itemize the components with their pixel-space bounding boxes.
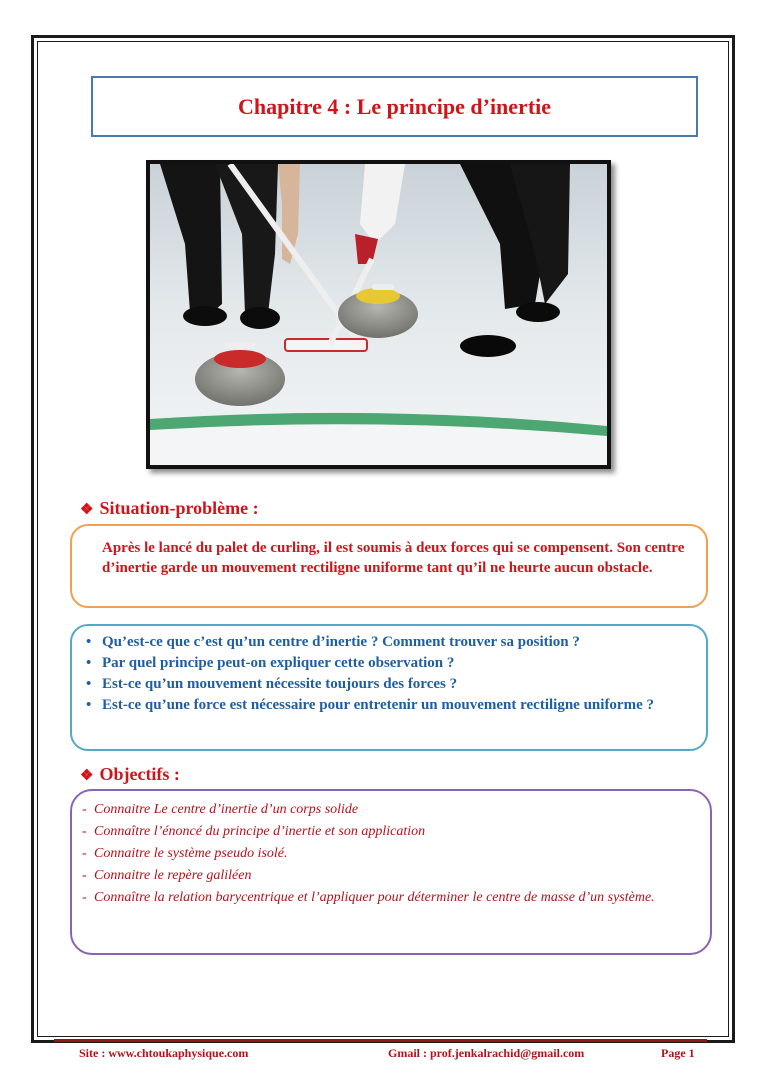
objectifs-list — [82, 799, 694, 909]
objectifs-heading: ❖ Objectifs : — [80, 764, 180, 784]
situation-heading: ❖ Situation-problème : — [80, 498, 259, 518]
footer-site[interactable]: Site : www.chtoukaphysique.com — [79, 1046, 249, 1060]
question-item: • Par quel principe peut-on expliquer cette observation ? — [102, 653, 690, 674]
questions-list — [84, 632, 690, 716]
diamond-bullet-icon: ❖ — [80, 502, 94, 518]
objectifs-box — [70, 789, 712, 955]
question-item: • Est-ce qu’un mouvement nécessite toujours des forces ? — [102, 674, 690, 695]
footer-divider — [54, 1039, 707, 1042]
diamond-bullet-icon: ❖ — [80, 768, 94, 784]
question-item: • Est-ce qu’une force est nécessaire pour entretenir un mouvement rectiligne uniforme ? — [102, 695, 690, 716]
chapter-title: Chapitre 4 : Le principe d’inertie — [237, 93, 552, 119]
footer-page-number: Page 1 — [661, 1046, 695, 1060]
questions-box — [70, 624, 708, 751]
objectif-item: - Connaître la relation barycentrique et l’appliquer pour déterminer le centre de masse d’un système. — [82, 887, 694, 909]
curling-illustration — [150, 164, 607, 465]
question-item: • Qu’est-ce que c’est qu’un centre d’inertie ? Comment trouver sa position ? — [102, 632, 690, 653]
situation-text: Après le lancé du palet de curling, il est soumis à deux forces qui se compensent. Son centre d’inertie garde un mouvement rectiligne uniforme tant qu’il ne heurte aucun obstacle. — [102, 540, 685, 576]
chapter-title-box — [91, 76, 698, 137]
objectif-item: - Connaître l’énoncé du principe d’inertie et son application — [82, 821, 694, 843]
objectif-item: - Connaitre le système pseudo isolé. — [82, 843, 694, 865]
objectif-item: - Connaitre Le centre d’inertie d’un corps solide — [82, 799, 694, 821]
objectif-item: - Connaitre le repère galiléen — [82, 865, 694, 887]
curling-photo — [146, 160, 611, 469]
footer-gmail[interactable]: Gmail : prof.jenkalrachid@gmail.com — [388, 1046, 585, 1060]
situation-box — [70, 524, 708, 608]
